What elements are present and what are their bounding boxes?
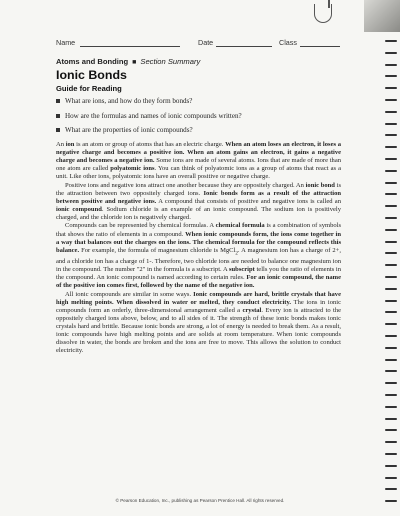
binding-mark: [385, 429, 397, 431]
pen-mark: [314, 4, 332, 23]
class-line: [300, 46, 340, 47]
binding-mark: [385, 406, 397, 408]
section-header: [56, 57, 200, 66]
binding-mark: [385, 40, 397, 42]
binding-mark: [385, 394, 397, 396]
guide-questions: [56, 94, 346, 138]
binding-mark: [385, 276, 397, 278]
binding-mark: [385, 453, 397, 455]
class-label: Class: [279, 38, 297, 47]
binding-mark: [385, 52, 397, 54]
binding-mark: [385, 288, 397, 290]
summary-paragraph: Compounds can be represented by chemical formulas. A chemical formula is a combination of symbols that shows the ratio of elements in a compound. When ionic compounds form, the ions come together in a way that balances out the charges on the ions. The chemical formula for the compound reflects this balance. For example, the formula of magnesium chloride is MgCl$_2$. A magnesium ion has a charge of 2+, and a chloride ion has a charge of 1-. Therefore, two chloride ions are needed to balance one magnesium ion in the compound. The number "2" in the formula is a subscript. A subscript tells you the ratio of elements in the compound. An ionic compound is named according to certain rules. For an ionic compound, the name of the positive ion comes first, followed by the name of the negative ion.: [56, 222, 341, 290]
binding-mark: [385, 418, 397, 420]
binding-mark: [385, 300, 397, 302]
guide-question: What are ions, and how do they form bonds?: [56, 94, 346, 109]
chapter-title: Atoms and Bonding: [56, 57, 129, 66]
spiral-binding: [378, 40, 400, 516]
binding-mark: [385, 217, 397, 219]
binding-mark: [385, 465, 397, 467]
binding-mark: [385, 158, 397, 160]
binding-mark: [385, 99, 397, 101]
binding-mark: [385, 134, 397, 136]
binding-mark: [385, 441, 397, 443]
binding-mark: [385, 335, 397, 337]
binding-mark: [385, 182, 397, 184]
guide-question: How are the formulas and names of ionic compounds written?: [56, 109, 346, 124]
name-label: Name: [56, 38, 76, 47]
binding-mark: [385, 87, 397, 89]
binding-mark: [385, 205, 397, 207]
section-subtitle: Section Summary: [140, 57, 201, 66]
date-line: [216, 46, 272, 47]
binding-mark: [385, 477, 397, 479]
summary-paragraph: Positive ions and negative ions attract one another because they are oppositely charged. An ionic bond is the attraction between two oppositely charged ions. Ionic bonds form as a result of the attraction between positive and negative ions. A compound that consists of positive and negative ions is called an ionic compound. Sodium chloride is an example of an ionic compound. The sodium ion is positively charged, and the chloride ion is negatively charged.: [56, 181, 341, 221]
separator-bullet-icon: ■: [132, 59, 137, 66]
binding-mark: [385, 241, 397, 243]
binding-mark: [385, 193, 397, 195]
binding-mark: [385, 264, 397, 266]
binding-mark: [385, 146, 397, 148]
summary-text: [56, 141, 341, 355]
binding-mark: [385, 111, 397, 113]
binding-mark: [385, 252, 397, 254]
binding-mark: [385, 323, 397, 325]
guide-heading: Guide for Reading: [56, 84, 122, 93]
binding-mark: [385, 75, 397, 77]
date-label: Date: [198, 38, 214, 47]
binding-mark: [385, 311, 397, 313]
scan-corner-shadow: [364, 0, 400, 32]
binding-mark: [385, 170, 397, 172]
name-line: [80, 46, 180, 47]
binding-mark: [385, 382, 397, 384]
binding-mark: [385, 359, 397, 361]
binding-mark: [385, 229, 397, 231]
page-title: Ionic Bonds: [56, 68, 127, 82]
binding-mark: [385, 347, 397, 349]
summary-paragraph: An ion is an atom or group of atoms that has an electric charge. When an atom loses an electron, it loses a negative charge and becomes a positive ion. When an atom gains an electron, it gains a negative charge and becomes a negative ion. Some ions are made of several atoms. Ions that are made of more than one atom are called polyatomic ions. You can think of polyatomic ions as a group of atoms that react as a unit. Like other ions, polyatomic ions have an overall positive or negative charge.: [56, 141, 342, 181]
summary-paragraph: All ionic compounds are similar in some ways. Ionic compounds are hard, brittle crystals that have high melting points. When dissolved in water or melted, they conduct electricity. The ions in ionic compounds form an orderly, three-dimensional arrangement called a crystal. Every ion is attracted to the oppositely charged ions above, below, and to all sides of it. The strength of these ionic bonds makes ionic crystals hard and brittle. Because ionic bonds are strong, a lot of energy is needed to break them. As a result, ionic compounds have high melting points and are solids at room temperature. When ionic compounds dissolve in water, the bonds are broken and the ions are free to move. This allows the solution to conduct electricity.: [56, 290, 341, 354]
copyright-footer: © Pearson Education, Inc., publishing as Pearson Prentice Hall. All rights reserved.: [115, 498, 285, 503]
binding-mark: [385, 123, 397, 125]
binding-mark: [385, 370, 397, 372]
binding-mark: [385, 488, 397, 490]
guide-question: What are the properties of ionic compounds?: [56, 123, 346, 138]
binding-mark: [385, 64, 397, 66]
